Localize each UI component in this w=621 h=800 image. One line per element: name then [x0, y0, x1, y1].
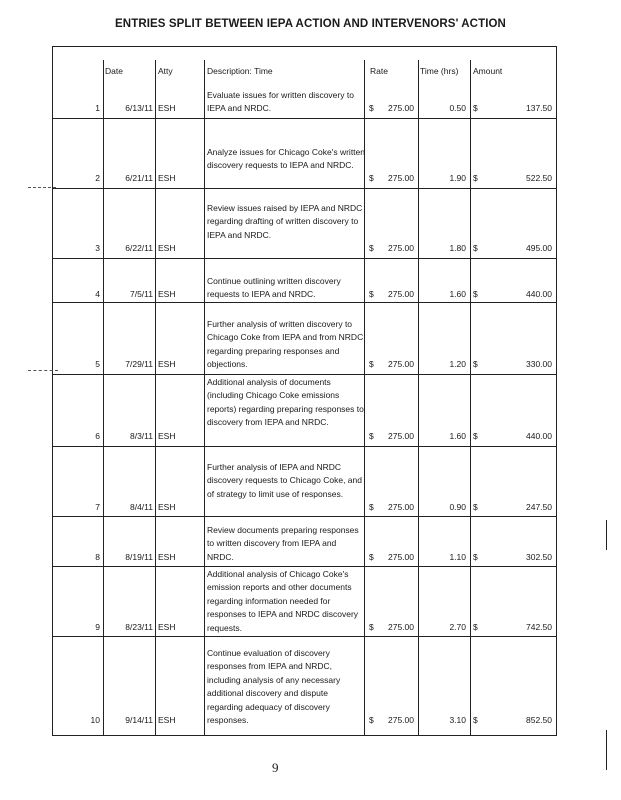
- row-separator: [52, 374, 557, 375]
- row-number: 3: [95, 243, 100, 253]
- row-atty: ESH: [158, 103, 176, 113]
- scan-artifact: [28, 370, 58, 371]
- row-atty: ESH: [158, 431, 176, 441]
- row-amount: 742.50: [526, 622, 552, 632]
- row-atty: ESH: [158, 359, 176, 369]
- row-rate: 275.00: [388, 103, 414, 113]
- row-description: Additional analysis of documents (including Chicago Coke emissions reports) regarding preparing responses to discovery from IEPA and NRDC.: [207, 377, 364, 428]
- row-separator: [52, 446, 557, 447]
- document-title: ENTRIES SPLIT BETWEEN IEPA ACTION AND INTERVENORS' ACTION: [115, 18, 506, 30]
- row-rate-symbol: $: [369, 715, 374, 725]
- amount-column-line: [470, 60, 471, 736]
- row-amount: 522.50: [526, 173, 552, 183]
- row-number: 10: [90, 715, 100, 725]
- row-separator: [52, 735, 557, 736]
- row-amount: 440.00: [526, 431, 552, 441]
- row-separator: [52, 188, 557, 189]
- scan-artifact: [606, 730, 607, 770]
- row-separator: [52, 302, 557, 303]
- row-amount-symbol: $: [473, 173, 478, 183]
- row-date: 8/19/11: [125, 552, 153, 562]
- row-date: 6/21/11: [125, 173, 153, 183]
- row-rate-symbol: $: [369, 173, 374, 183]
- row-rate-symbol: $: [369, 552, 374, 562]
- row-separator: [52, 258, 557, 259]
- row-amount: 440.00: [526, 289, 552, 299]
- row-rate: 275.00: [388, 289, 414, 299]
- row-number: 9: [95, 622, 100, 632]
- row-number: 7: [95, 502, 100, 512]
- table-top-border: [52, 46, 557, 47]
- row-rate: 275.00: [388, 502, 414, 512]
- row-amount: 302.50: [526, 552, 552, 562]
- row-date: 8/23/11: [125, 622, 153, 632]
- row-description: Additional analysis of Chicago Coke's emission reports and other documents regarding information needed for responses to IEPA and NRDC discovery requests.: [207, 569, 359, 633]
- row-time: 0.90: [449, 502, 466, 512]
- row-date: 7/5/11: [129, 289, 153, 299]
- row-amount-symbol: $: [473, 243, 478, 253]
- row-date: 8/4/11: [129, 502, 153, 512]
- scan-artifact: [28, 187, 56, 188]
- row-atty: ESH: [158, 289, 176, 299]
- row-time: 1.90: [449, 173, 466, 183]
- row-rate: 275.00: [388, 715, 414, 725]
- row-number: 6: [95, 431, 100, 441]
- row-amount: 330.00: [526, 359, 552, 369]
- row-number: 4: [95, 289, 100, 299]
- row-amount-symbol: $: [473, 431, 478, 441]
- row-rate: 275.00: [388, 243, 414, 253]
- row-amount-symbol: $: [473, 622, 478, 632]
- row-rate-symbol: $: [369, 243, 374, 253]
- row-amount-symbol: $: [473, 715, 478, 725]
- row-separator: [52, 566, 557, 567]
- scan-artifact: [606, 520, 607, 550]
- table-right-border: [556, 46, 557, 736]
- row-separator: [52, 118, 557, 119]
- row-atty: ESH: [158, 715, 176, 725]
- row-amount-symbol: $: [473, 289, 478, 299]
- header-rate: Rate: [370, 66, 388, 76]
- row-amount-symbol: $: [473, 552, 478, 562]
- row-rate-symbol: $: [369, 431, 374, 441]
- row-amount: 852.50: [526, 715, 552, 725]
- row-separator: [52, 516, 557, 517]
- row-description: Continue evaluation of discovery responses from IEPA and NRDC, including analysis of any necessary additional discovery and dispute regarding adequacy of discovery responses.: [207, 648, 341, 726]
- row-time: 1.60: [449, 289, 466, 299]
- row-rate-symbol: $: [369, 289, 374, 299]
- row-rate-symbol: $: [369, 502, 374, 512]
- row-amount: 247.50: [526, 502, 552, 512]
- row-rate: 275.00: [388, 622, 414, 632]
- row-amount: 495.00: [526, 243, 552, 253]
- row-atty: ESH: [158, 173, 176, 183]
- row-rate: 275.00: [388, 431, 414, 441]
- row-time: 1.60: [449, 431, 466, 441]
- page-number: 9: [272, 760, 279, 775]
- row-atty: ESH: [158, 552, 176, 562]
- row-description: Analyze issues for Chicago Coke's written discovery requests to IEPA and NRDC.: [207, 147, 365, 171]
- header-atty: Atty: [158, 66, 173, 76]
- row-amount: 137.50: [526, 103, 552, 113]
- row-amount-symbol: $: [473, 103, 478, 113]
- row-number: 1: [95, 103, 100, 113]
- row-time: 0.50: [449, 103, 466, 113]
- row-separator: [52, 636, 557, 637]
- row-description: Continue outlining written discovery requests to IEPA and NRDC.: [207, 276, 341, 300]
- row-time: 1.10: [449, 552, 466, 562]
- row-rate-symbol: $: [369, 359, 374, 369]
- row-number: 8: [95, 552, 100, 562]
- row-date: 8/3/11: [129, 431, 153, 441]
- description-column-line: [204, 60, 205, 736]
- row-rate: 275.00: [388, 552, 414, 562]
- header-amount: Amount: [473, 66, 503, 76]
- row-time: 1.20: [449, 359, 466, 369]
- entries-table: [52, 46, 557, 736]
- row-date: 6/13/11: [125, 103, 153, 113]
- row-rate: 275.00: [388, 359, 414, 369]
- row-date: 7/29/11: [125, 359, 153, 369]
- row-date: 9/14/11: [125, 715, 153, 725]
- row-atty: ESH: [158, 243, 176, 253]
- row-atty: ESH: [158, 622, 176, 632]
- header-time: Time (hrs): [420, 66, 459, 76]
- row-time: 3.10: [449, 715, 466, 725]
- row-number: 5: [95, 359, 100, 369]
- row-description: Further analysis of written discovery to Chicago Coke from IEPA and from NRDC regarding preparing responses and objections.: [207, 319, 364, 370]
- row-time: 1.80: [449, 243, 466, 253]
- row-rate: 275.00: [388, 173, 414, 183]
- row-amount-symbol: $: [473, 502, 478, 512]
- row-atty: ESH: [158, 502, 176, 512]
- atty-column-line: [155, 60, 156, 736]
- header-description: Description: Time: [207, 66, 273, 76]
- row-time: 2.70: [449, 622, 466, 632]
- row-rate-symbol: $: [369, 622, 374, 632]
- row-number: 2: [95, 173, 100, 183]
- date-column-line: [103, 60, 104, 736]
- row-description: Review documents preparing responses to written discovery from IEPA and NRDC.: [207, 525, 359, 562]
- row-amount-symbol: $: [473, 359, 478, 369]
- row-date: 6/22/11: [125, 243, 153, 253]
- row-description: Further analysis of IEPA and NRDC discovery requests to Chicago Coke, and of strategy to limit use of responses.: [207, 462, 362, 499]
- time-column-line: [418, 60, 419, 736]
- row-rate-symbol: $: [369, 103, 374, 113]
- header-date: Date: [105, 66, 123, 76]
- row-description: Evaluate issues for written discovery to IEPA and NRDC.: [207, 90, 354, 114]
- row-description: Review issues raised by IEPA and NRDC regarding drafting of written discovery to IEPA and NRDC.: [207, 203, 363, 240]
